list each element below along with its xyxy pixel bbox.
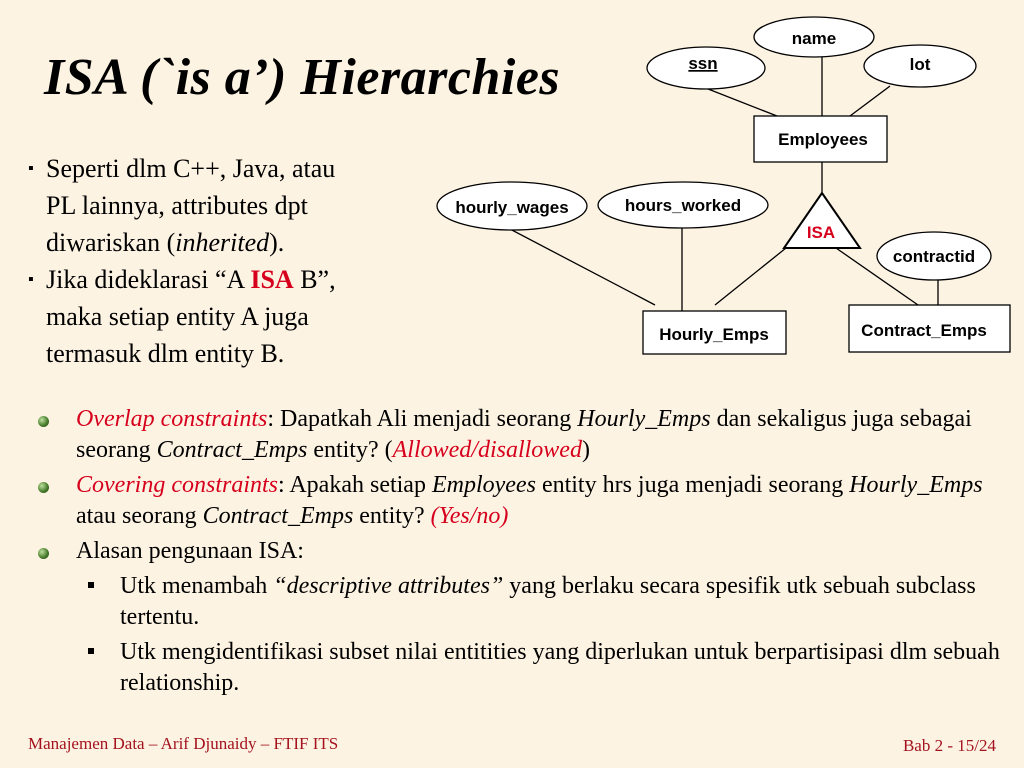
entity-employees-label: Employees <box>778 130 868 149</box>
attr-name-label: name <box>791 29 837 48</box>
isa-keyword: ISA <box>250 265 294 294</box>
square-bullet-icon: ▪ <box>28 160 34 177</box>
green-bullet-icon <box>38 482 49 493</box>
text: Hourly_Emps <box>577 406 711 432</box>
text: entity? <box>353 503 431 529</box>
green-bullet-icon <box>38 416 49 427</box>
attr-lot-label: lot <box>909 55 931 74</box>
intro-bullet-line: maka setiap entity A juga <box>46 302 309 331</box>
attr-hourly-wages-label: hourly_wages <box>455 198 569 217</box>
isa-label: ISA <box>806 223 836 242</box>
attr-hours-worked-label: hours_worked <box>624 196 742 215</box>
intro-bullet-line: Seperti dlm C++, Java, atau <box>46 154 336 183</box>
text: “descriptive attributes” <box>273 573 504 599</box>
bullet-overlap <box>36 404 1016 466</box>
intro-bullet-line: termasuk dlm entity B. <box>46 339 285 368</box>
main-bullets <box>36 404 1016 703</box>
text: : Dapatkah Ali menjadi seorang <box>267 406 578 432</box>
bullet-reasons <box>36 536 1016 567</box>
text: : Apakah setiap <box>278 472 432 498</box>
page-title: ISA (`is a’) Hierarchies <box>44 49 561 106</box>
attr-ssn-label: ssn <box>688 54 718 73</box>
edge-isa-hourly <box>715 248 786 305</box>
edge-ssn-employees <box>703 87 777 116</box>
text: Contract_Emps <box>202 503 354 529</box>
intro-bullet-line: PL lainnya, attributes dpt <box>46 191 308 220</box>
text: ). <box>269 228 285 257</box>
footer-left: Manajemen Data – Arif Djunaidy – FTIF ITS <box>28 734 339 753</box>
text: entity hrs juga menjadi seorang <box>535 472 850 498</box>
footer-page-number: Bab 2 - 15/24 <box>902 736 996 755</box>
sub-bullet <box>36 637 1016 699</box>
text: B”, <box>293 265 336 294</box>
text: (Yes/no) <box>430 503 509 529</box>
green-bullet-icon <box>38 548 49 559</box>
sub-bullet <box>36 571 1016 633</box>
text: diwariskan ( <box>46 228 176 257</box>
bullet-covering <box>36 470 1016 532</box>
text: Utk mengidentifikasi subset nilai entitities yang diperlukan untuk berpartisipasi dlm sebuah relationship. <box>120 639 1000 696</box>
square-bullet-icon <box>88 648 94 654</box>
text: Jika dideklarasi “A <box>46 265 251 294</box>
text: yang berlaku secara spesifik utk sebuah subclass tertentu. <box>120 573 976 630</box>
text: Allowed/disallowed <box>392 437 582 463</box>
text: entity? ( <box>307 437 393 463</box>
edge-hourlywages-hourly <box>508 228 655 305</box>
text: Contract_Emps <box>156 437 308 463</box>
square-bullet-icon: ▪ <box>28 271 34 288</box>
square-bullet-icon <box>88 582 94 588</box>
entity-contract-label: Contract_Emps <box>861 321 987 340</box>
overlap-label: Overlap constraints <box>76 406 268 432</box>
text: Employees <box>431 472 536 498</box>
text: Alasan pengunaan ISA: <box>76 538 304 564</box>
text: Utk menambah <box>120 573 274 599</box>
text: ) <box>581 437 590 463</box>
text: dan sekaligus juga sebagai seorang <box>76 406 972 463</box>
inherited-term: inherited <box>175 228 270 257</box>
entity-hourly-label: Hourly_Emps <box>659 325 769 344</box>
edge-lot-employees <box>850 86 890 116</box>
text: atau seorang <box>76 503 203 529</box>
text: Hourly_Emps <box>849 472 983 498</box>
attr-contractid-label: contractid <box>892 247 976 266</box>
covering-label: Covering constraints <box>76 472 278 498</box>
